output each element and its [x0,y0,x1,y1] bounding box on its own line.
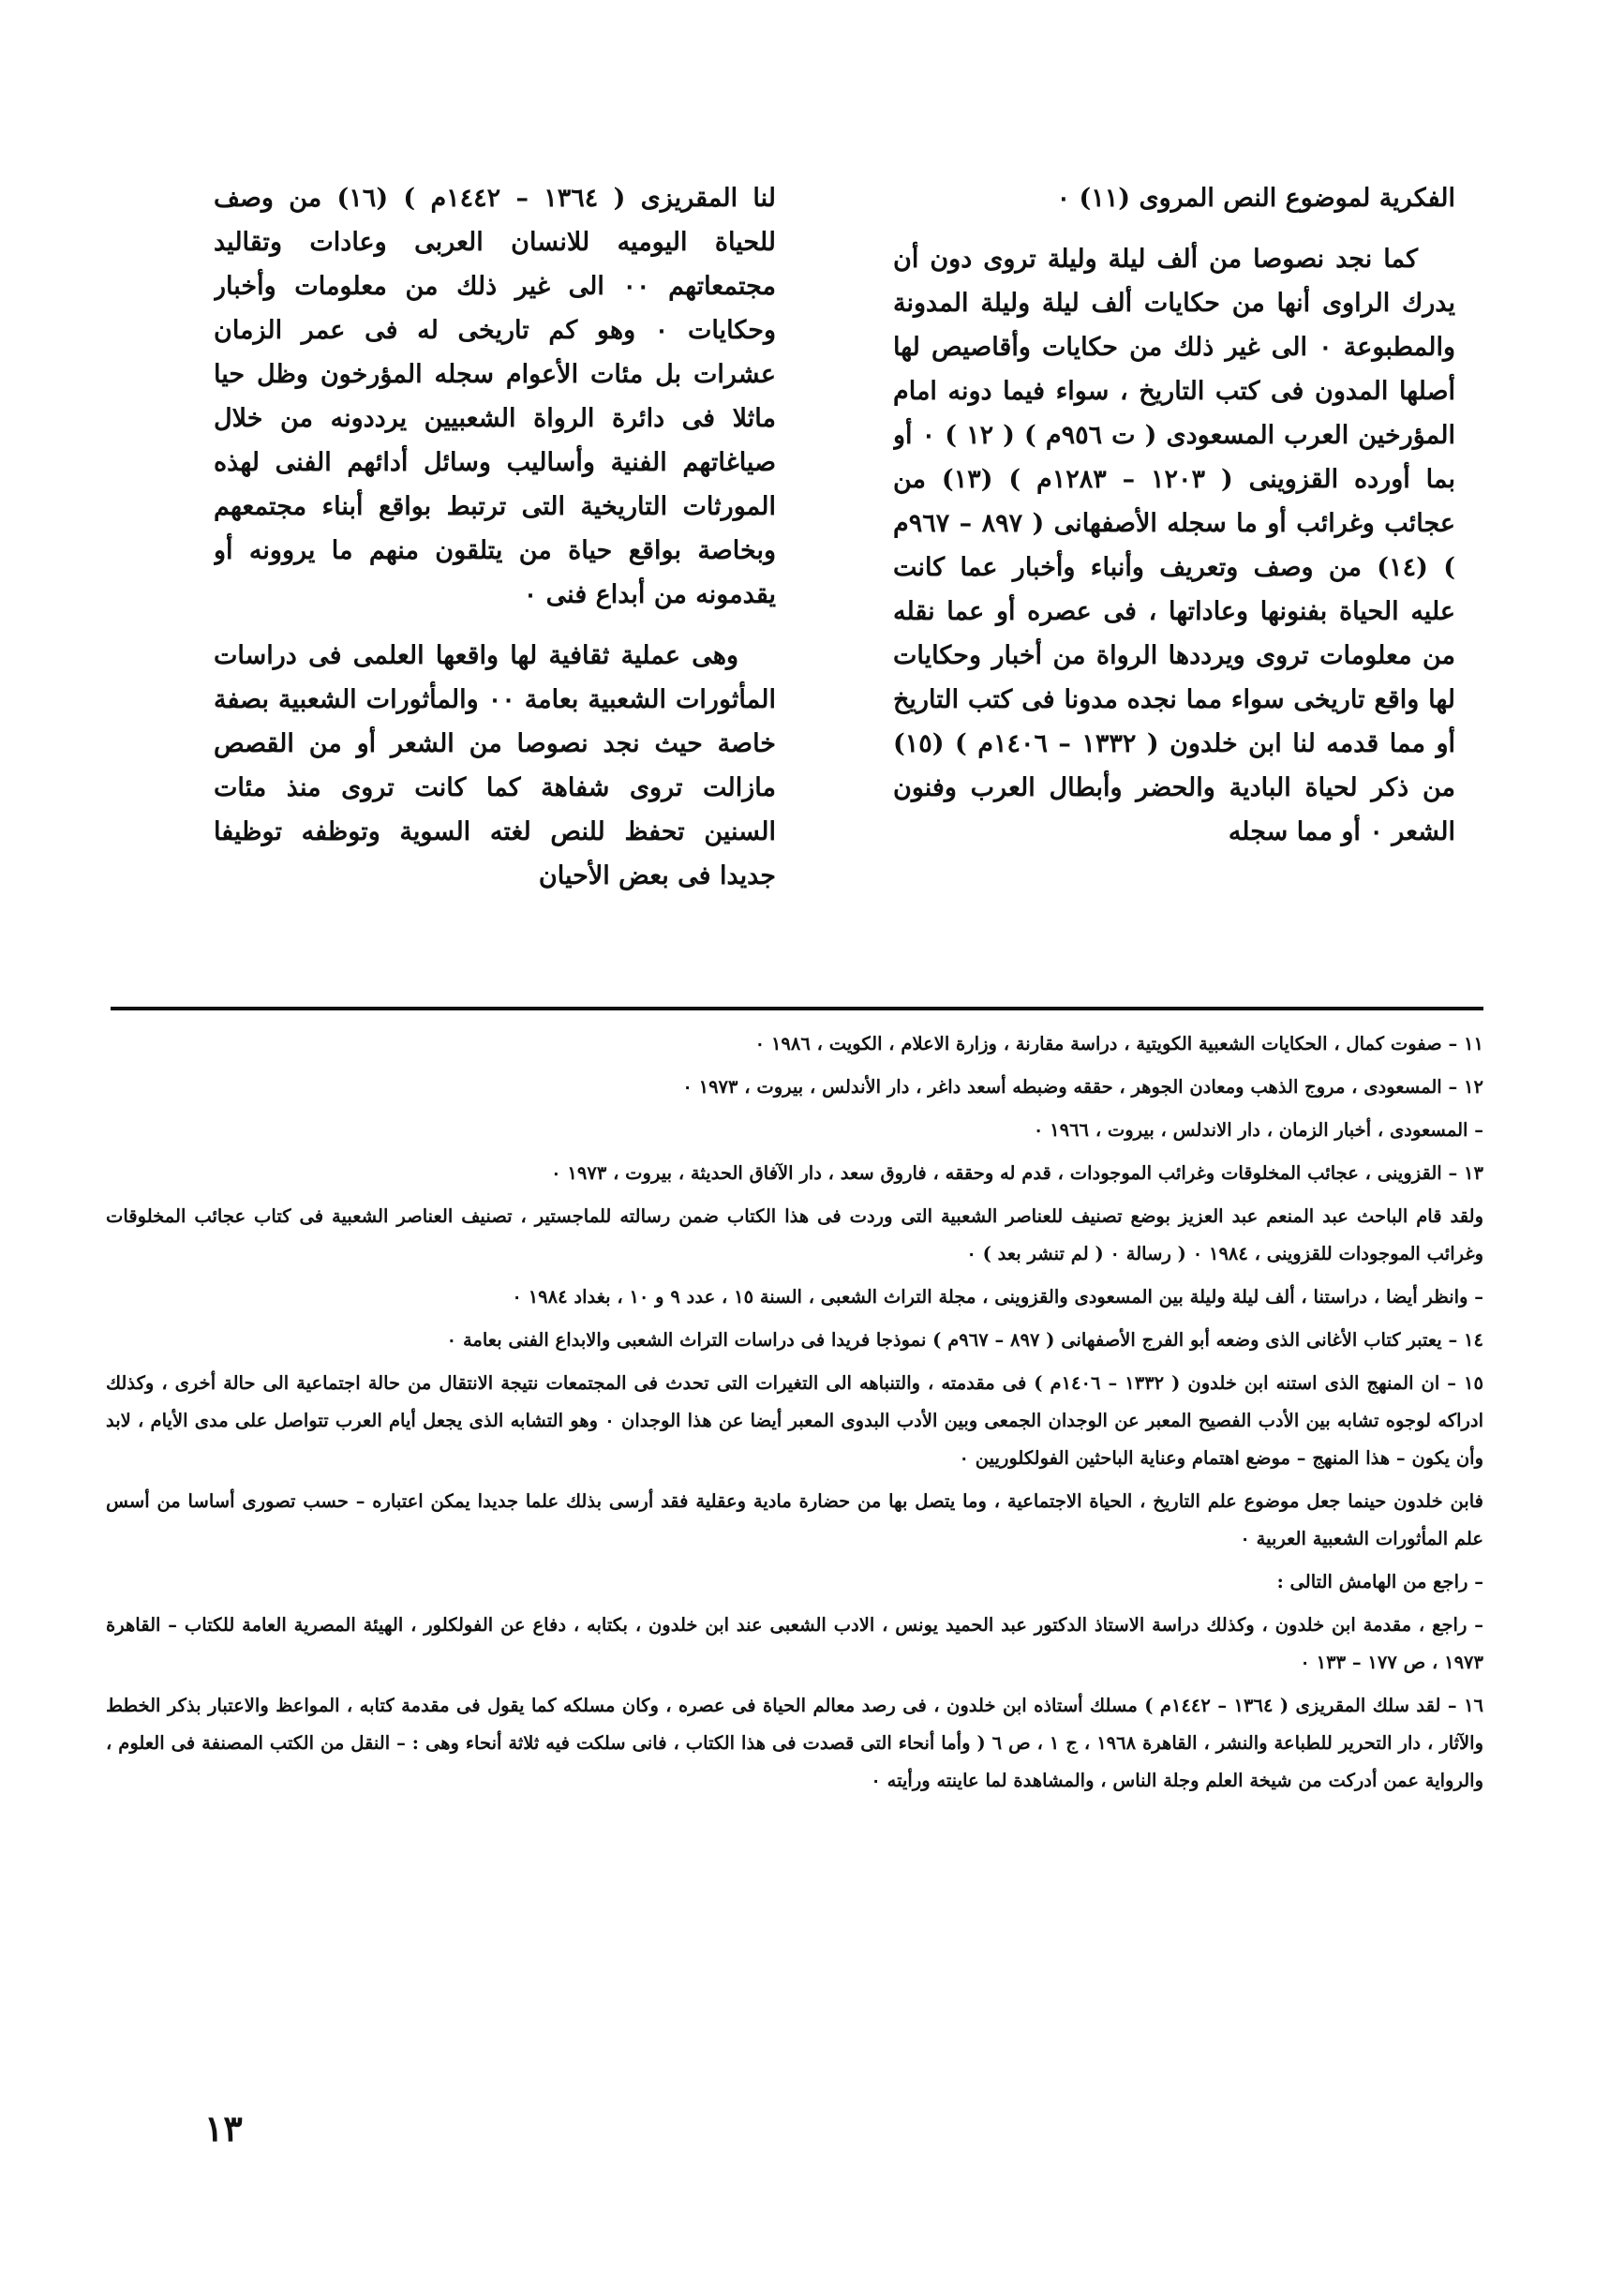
footnote: – راجع من الهامش التالى : [1276,1571,1483,1593]
footnote: – راجع ، مقدمة ابن خلدون ، وكذلك دراسة الاستاذ الدكتور عبد الحميد يونس ، الادب الشعبى عند ابن خلدون ، بكتابه ، دفاع عن الفولكلور ، الهيئة المصرية العامة للكتاب – القاهرة ١٩٧٣ ، ص ١٧٧ – ١٣٣ ٠ [106,1614,1483,1673]
footnote: – وانظر أيضا ، دراستنا ، ألف ليلة وليلة بين المسعودى والقزوينى ، مجلة التراث الشعبى ، السنة ١٥ ، عدد ٩ و ١٠ ، بغداد ١٩٨٤ ٠ [512,1286,1483,1308]
paragraph: كما نجد نصوصا من ألف ليلة وليلة تروى دون أن يدرك الراوى أنها من حكايات ألف ليلة وليلة المدونة والمطبوعة ٠ الى غير ذلك من حكايات وأقاصيص لها أصلها المدون فى كتب التاريخ ، سواء فيما دونه امام المؤرخين العرب المسعودى ( ت ٩٥٦م ) ( ١٢ ) ٠ أو بما أورده القزوينى ( ١٢٠٣ – ١٢٨٣م ) (١٣) من عجائب وغرائب أو ما سجله الأصفهانى ( ٨٩٧ – ٩٦٧م ) (١٤) من وصف وتعريف وأنباء وأخبار عما كانت عليه الحياة بفنونها وعاداتها ، فى عصره أو عما نقله من معلومات تروى ويرددها الرواة من أخبار وحكايات لها واقع تاريخى سواء مما نجده مدونا فى كتب التاريخ أو مما قدمه لنا ابن خلدون ( ١٣٣٢ – ١٤٠٦م ) (١٥) من ذكر لحياة البادية والحضر وأبطال العرب وفنون الشعر ٠ أو مما سجله [893,245,1455,846]
footnote: ١٥ – ان المنهج الذى استنه ابن خلدون ( ١٣٣٢ – ١٤٠٦م ) فى مقدمته ، والتنباهه الى التغيرات التى تحدث فى المجتمعات نتيجة الانتقال من حالة اجتماعية الى حالة أخرى ، وكذلك ادراكه لوجوه تشابه بين الأدب الفصيح المعبر عن الوجدان الجمعى وبين الأدب البدوى المعبر أيضا عن هذا الوجدان ٠ وهو التشابه الذى يجعل أيام العرب تتواصل على مدى الأيام ، لابد وأن يكون – هذا المنهج – موضع اهتمام وعناية الباحثين الفولكلوريين ٠ [106,1372,1483,1469]
footnote: ١٤ – يعتبر كتاب الأغانى الذى وضعه أبو الفرج الأصفهانى ( ٨٩٧ – ٩٦٧م ) نموذجا فريدا فى دراسات التراث الشعبى والابداع الفنى بعامة ٠ [446,1329,1483,1351]
footnote: ولقد قام الباحث عبد المنعم عبد العزيز بوضع تصنيف للعناصر الشعبية التى وردت فى هذا الكتاب ضمن رسالته للماجستير ، تصنيف العناصر الشعبية فى كتاب عجائب المخلوقات وغرائب الموجودات للقزوينى ، ١٩٨٤ ٠ ( رسالة ٠ ( لم تنشر بعد ) ٠ [106,1205,1483,1264]
left-text-column [214,176,776,1001]
paragraph: وهى عملية ثقافية لها واقعها العلمى فى دراسات المأثورات الشعبية بعامة ٠٠ والمأثورات الشعبية بصفة خاصة حيث نجد نصوصا من الشعر أو من القصص مازالت تروى شفاهة كما كانت تروى منذ مئات السنين تحفظ للنص لغته السوية وتوظفه توظيفا جديدا فى بعض الأحيان [214,641,776,890]
footnote: ١١ – صفوت كمال ، الحكايات الشعبية الكويتية ، دراسة مقارنة ، وزارة الاعلام ، الكويت ، ١٩٨٦ ٠ [754,1033,1483,1054]
footnote: فابن خلدون حينما جعل موضوع علم التاريخ ، الحياة الاجتماعية ، وما يتصل بها من حضارة مادية وعقلية فقد أرسى بذلك علما جديدا يمكن اعتباره – حسب تصورى أساسا من أسس علم المأثورات الشعبية العربية ٠ [106,1490,1483,1549]
footnote: – المسعودى ، أخبار الزمان ، دار الاندلس ، بيروت ، ١٩٦٦ ٠ [1033,1119,1483,1141]
right-text-column [893,176,1455,1001]
footnote: ١٦ – لقد سلك المقريزى ( ١٣٦٤ – ١٤٤٢م ) مسلك أستاذه ابن خلدون ، فى رصد معالم الحياة فى عصره ، وكان مسلكه كما يقول فى مقدمة كتابه ، المواعظ والاعتبار بذكر الخطط والآثار ، دار التحرير للطباعة والنشر ، القاهرة ١٩٦٨ ، ج ١ ، ص ٦ ( وأما أنحاء التى قصدت فى هذا الكتاب ، فانى سلكت فيه ثلاثة أنحاء وهى : – النقل من الكتب المصنفة فى العلوم ، والرواية عمن أدركت من شيخة العلم وجلة الناس ، والمشاهدة لما عاينته ورأيته ٠ [106,1695,1483,1791]
footnote: ١٢ – المسعودى ، مروج الذهب ومعادن الجوهر ، حققه وضبطه أسعد داغر ، دار الأندلس ، بيروت ، ١٩٧٣ ٠ [682,1076,1483,1098]
paragraph: لنا المقريزى ( ١٣٦٤ – ١٤٤٢م ) (١٦) من وصف للحياة اليوميه للانسان العربى وعادات وتقاليد مجتمعاتهم ٠٠ الى غير ذلك من معلومات وأخبار وحكايات ٠ وهو كم تاريخى له فى عمر الزمان عشرات بل مئات الأعوام سجله المؤرخون وظل حيا ماثلا فى دائرة الرواة الشعبيين يرددونه من خلال صياغاتهم الفنية وأساليب وسائل أدائهم الفنى لهذه المورثات التاريخية التى ترتبط بواقع أبناء مجتمعهم وبخاصة بواقع حياة من يتلقون منهم ما يروونه أو يقدمونه من أبداع فنى ٠ [214,184,776,609]
footnote: ١٣ – القزوينى ، عجائب المخلوقات وغرائب الموجودات ، قدم له وحققه ، فاروق سعد ، دار الآفاق الحديثة ، بيروت ، ١٩٧٣ ٠ [551,1162,1483,1184]
paragraph: الفكرية لموضوع النص المروى (١١) ٠ [1056,184,1455,213]
footnote-divider [111,1007,1483,1010]
page-number: ١٣ [204,2107,243,2149]
footnotes-section [106,1025,1483,2000]
